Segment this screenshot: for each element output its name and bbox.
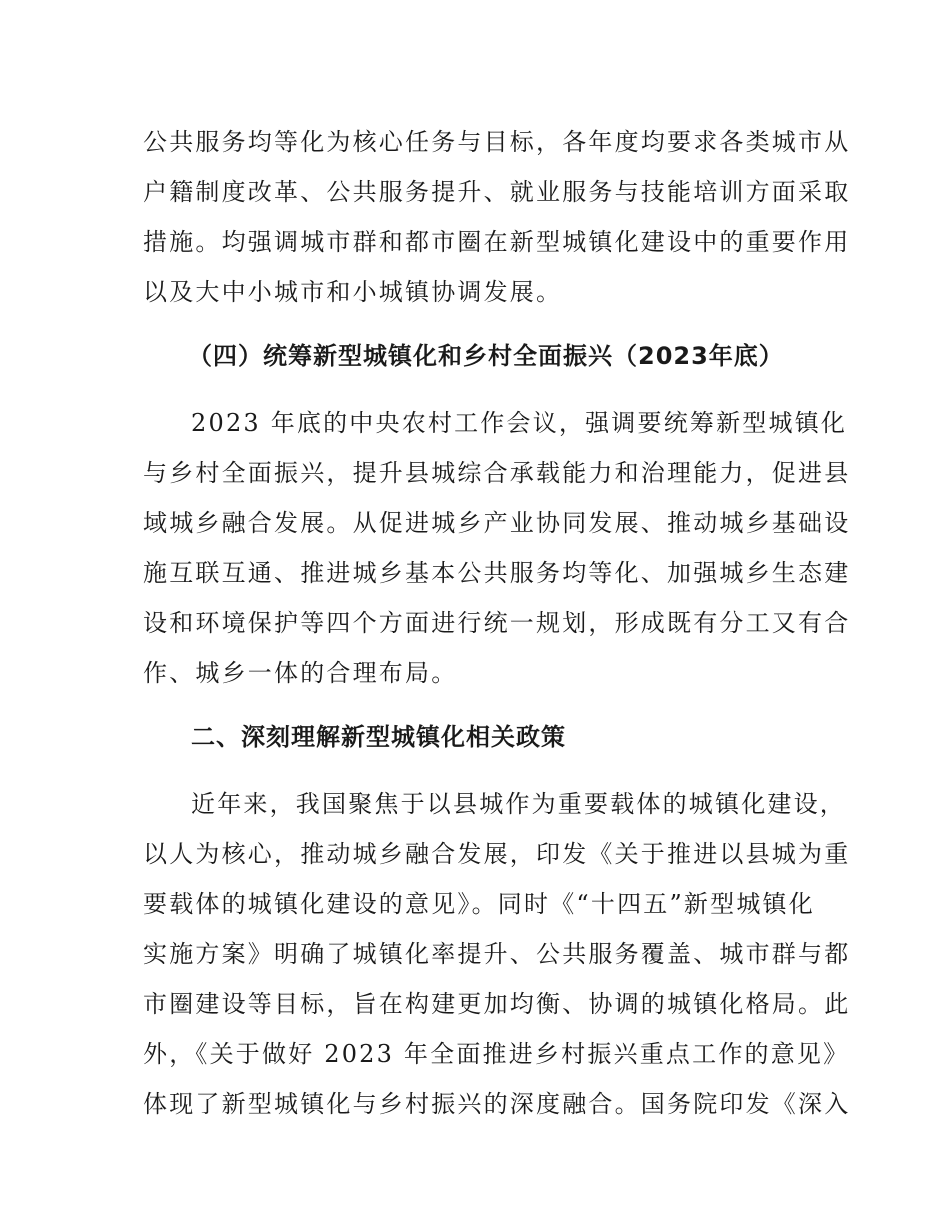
paragraph-1-line-3: 措施。均强调城市群和都市圈在新型城镇化建设中的重要作用 [143, 228, 851, 256]
paragraph-2-line-6: 作、城乡一体的合理布局。 [143, 659, 458, 687]
paragraph-1-line-2: 户籍制度改革、公共服务提升、就业服务与技能培训方面采取 [143, 178, 851, 206]
paragraph-3-line-2: 以人为核心，推动城乡融合发展，印发《关于推进以县城为重 [143, 840, 851, 868]
paragraph-3-line-7: 体现了新型城镇化与乡村振兴的深度融合。国务院印发《深入 [143, 1090, 851, 1118]
part-heading-2: 二、深刻理解新型城镇化相关政策 [191, 723, 566, 751]
section-heading-4: （四）统筹新型城镇化和乡村全面振兴（2023年底） [188, 342, 784, 370]
paragraph-1-line-1: 公共服务均等化为核心任务与目标，各年度均要求各类城市从 [143, 128, 851, 156]
paragraph-2-line-3: 域城乡融合发展。从促进城乡产业协同发展、推动城乡基础设 [143, 509, 851, 537]
paragraph-1-line-4: 以及大中小城市和小城镇协调发展。 [143, 278, 563, 306]
paragraph-3-line-5: 市圈建设等目标，旨在构建更加均衡、协调的城镇化格局。此 [143, 990, 851, 1018]
paragraph-3-line-1: 近年来，我国聚焦于以县城作为重要载体的城镇化建设， [191, 790, 846, 818]
paragraph-3-line-3: 要载体的城镇化建设的意见》。同时《“十四五”新型城镇化 [143, 890, 815, 918]
paragraph-3-line-6: 外，《关于做好 2023 年全面推进乡村振兴重点工作的意见》 [143, 1040, 850, 1068]
paragraph-2-line-4: 施互联互通、推进城乡基本公共服务均等化、加强城乡生态建 [143, 559, 851, 587]
paragraph-2-line-5: 设和环境保护等四个方面进行统一规划，形成既有分工又有合 [143, 609, 851, 637]
paragraph-3-line-4: 实施方案》明确了城镇化率提升、公共服务覆盖、城市群与都 [143, 940, 851, 968]
paragraph-2-line-2: 与乡村全面振兴，提升县城综合承载能力和治理能力，促进县 [143, 459, 851, 487]
paragraph-2-line-1: 2023 年底的中央农村工作会议，强调要统筹新型城镇化 [191, 409, 848, 437]
